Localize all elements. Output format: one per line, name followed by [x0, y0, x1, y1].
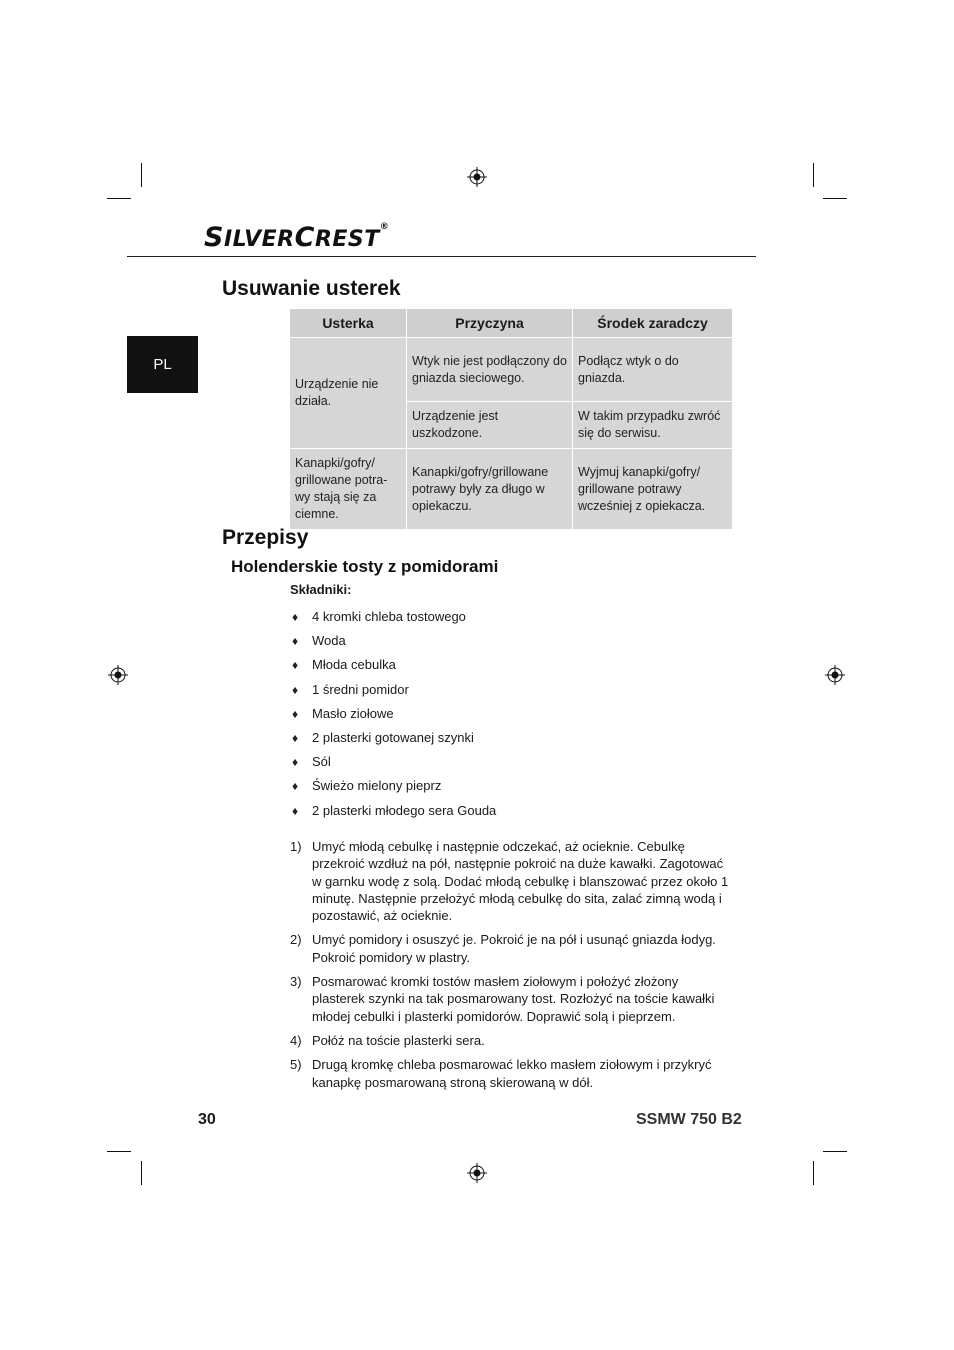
crop-mark	[141, 163, 142, 187]
list-item: ♦ Młoda cebulka	[292, 653, 496, 677]
table-cell-remedy: W takim przypadku zwróć się do serwisu.	[573, 402, 732, 449]
table-cell-cause: Wtyk nie jest podłączony do gniazda sieciowego.	[407, 338, 573, 402]
crop-mark	[813, 163, 814, 187]
page-number: 30	[198, 1111, 216, 1128]
diamond-bullet-icon: ♦	[292, 610, 299, 624]
troubleshooting-table	[290, 309, 732, 530]
ingredients-label: Składniki:	[290, 582, 352, 597]
list-item: ♦ Sól	[292, 750, 496, 774]
recipe-title: Holenderskie tosty z pomidorami	[231, 557, 499, 576]
table-header: Środek zaradczy	[573, 309, 732, 338]
header-rule	[127, 256, 756, 257]
registration-mark-icon	[108, 665, 128, 685]
registration-mark-icon	[467, 167, 487, 187]
registration-mark-icon	[825, 665, 845, 685]
list-item: ♦ Świeżo mielony pieprz	[292, 774, 496, 798]
step-item: 1) Umyć młodą cebulkę i następnie odczekać, aż ocieknie. Cebulkę przekroić wzdłuż na pół, następnie pokroić na duże kawałki. Zagotować w garnku wodę z solą. Dodać młodą cebulkę i blanszować przez około 1 minutę. Następnie przełożyć młodą cebulkę do sita, zalać zimną wodą i pozostawić, aż ocieknie.	[290, 839, 729, 924]
step-item: 5) Drugą kromkę chleba posmarować lekko masłem ziołowym i przykryć kanapkę posmarowaną stroną skierowaną w dół.	[290, 1057, 712, 1090]
list-item: ♦ Woda	[292, 629, 496, 653]
list-item: ♦ 1 średni pomidor	[292, 678, 496, 702]
list-item: ♦ 2 plasterki młodego sera Gouda	[292, 799, 496, 823]
diamond-bullet-icon: ♦	[292, 803, 299, 818]
language-tab-label: PL	[153, 356, 172, 373]
section-title-recipes: Przepisy	[222, 526, 309, 549]
list-item: ♦ 2 plasterki gotowanej szynki	[292, 726, 496, 750]
table-header: Usterka	[290, 309, 407, 338]
crop-mark	[823, 1151, 847, 1152]
table-cell-problem: Kanapki/gofry/ grillowane potra- wy stają się za ciemne.	[290, 449, 407, 530]
table-row	[290, 338, 732, 402]
section-title-troubleshooting: Usuwanie usterek	[222, 277, 401, 300]
table-cell-remedy: Wyjmuj kanapki/gofry/ grillowane potrawy wcześniej z opiekacza.	[573, 449, 732, 530]
language-tab	[127, 336, 198, 393]
table-cell-remedy: Podłącz wtyk o do gniazda.	[573, 338, 732, 402]
list-item: ♦ Masło ziołowe	[292, 702, 496, 726]
crop-mark	[141, 1161, 142, 1185]
ingredients-list	[292, 605, 496, 823]
crop-mark	[823, 198, 847, 199]
model-number: SSMW 750 B2	[636, 1111, 742, 1128]
table-cell-problem: Urządzenie nie działa.	[290, 338, 407, 449]
registration-mark-icon	[467, 1163, 487, 1183]
list-item: ♦ 4 kromki chleba tostowego	[292, 605, 496, 629]
table-row	[290, 449, 732, 530]
diamond-bullet-icon: ♦	[292, 634, 299, 649]
crop-mark	[107, 198, 131, 199]
crop-mark	[107, 1151, 131, 1152]
brand-logo: SILVERCREST®	[204, 222, 390, 253]
step-item: 4) Połóż na toście plasterki sera.	[290, 1032, 485, 1048]
steps-list	[290, 838, 730, 1098]
diamond-bullet-icon: ♦	[292, 682, 299, 697]
step-item: 2) Umyć pomidory i osuszyć je. Pokroić je na pół i usunąć gniazda łodyg. Pokroić pomidory w plastry.	[290, 932, 716, 965]
step-item: 3) Posmarować kromki tostów masłem ziołowym i położyć złożony plasterek szynki na tak posmarowany tost. Rozłożyć na toście kawałki młodej cebulki i plasterki pomidorów. Doprawić solą i pieprzem.	[290, 974, 715, 1024]
diamond-bullet-icon: ♦	[292, 730, 299, 745]
table-cell-cause: Urządzenie jest uszkodzone.	[407, 402, 573, 449]
table-header: Przyczyna	[407, 309, 573, 338]
table-cell-cause: Kanapki/gofry/grillowane potrawy były za długo w opiekaczu.	[407, 449, 573, 530]
diamond-bullet-icon: ♦	[292, 706, 299, 721]
crop-mark	[813, 1161, 814, 1185]
diamond-bullet-icon: ♦	[292, 755, 299, 770]
diamond-bullet-icon: ♦	[292, 658, 299, 673]
diamond-bullet-icon: ♦	[292, 779, 299, 794]
